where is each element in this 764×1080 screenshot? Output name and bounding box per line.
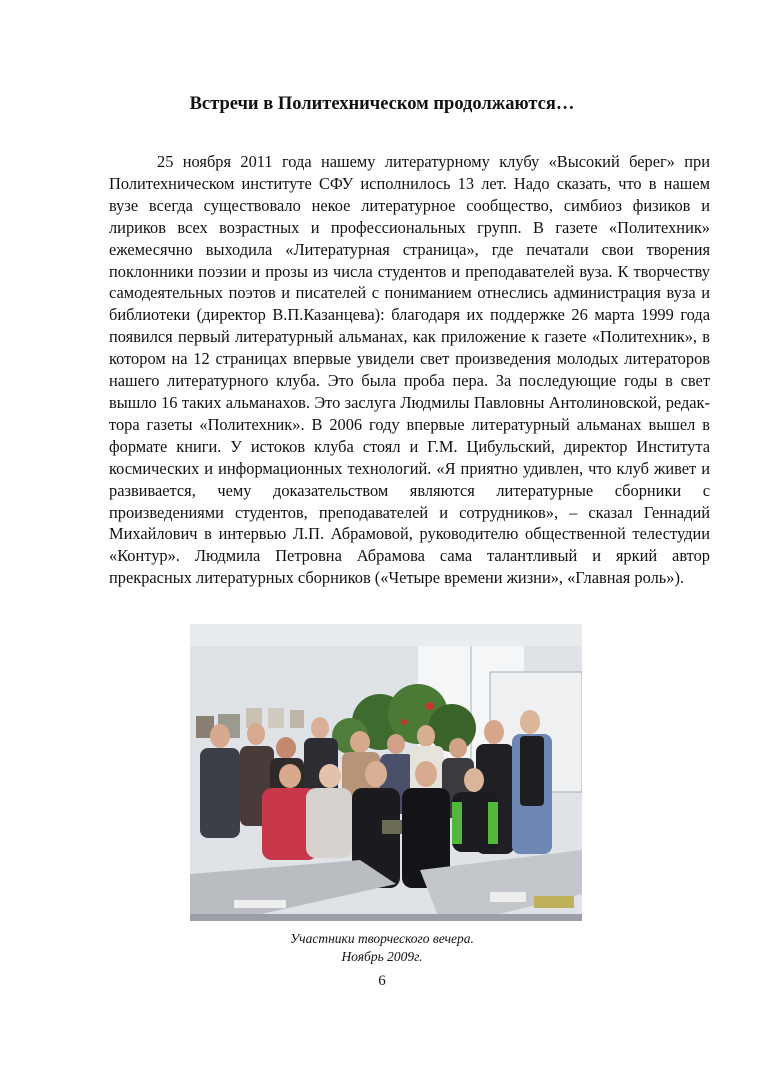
caption-line-2: Ноябрь 2009г. <box>341 948 423 964</box>
photo-caption <box>0 930 764 965</box>
article-title: Встречи в Политехническом продолжаются… <box>189 94 575 114</box>
page-number: 6 <box>378 973 386 989</box>
group-photo <box>190 624 582 921</box>
caption-line-1: Участники творческого вечера. <box>290 931 474 946</box>
article-body-paragraph: 25 ноября 2011 года нашему литературному клубу «Высокий берег» при Политехническом институте СФУ исполнилось 13 лет. Надо сказать, что в нашем вузе всегда существовало некое литературное сообщество, симбиоз физиков и лириков всех возрастных и профессиональных групп. В газете «Политехник» ежемесячно выходила «Литературная страница», где печатали свои творения поклонники поэзии и прозы из числа студентов и преподавателей вуза. К творчеству самодеятельных поэтов и писателей с пониманием отнеслись администрация вуза и библиотеки (директор В.П.Казанцева): благодаря их поддержке 26 марта 1999 года появился первый литературный альманах, как приложение к газете «Политехник», в котором на 12 страницах впервые увидели свет произведения молодых литераторов нашего литературного клуба. Это была проба пера. За последующие годы в свет вышло 16 таких альманахов. Это заслуга Людмилы Павловны Антолиновской, редактора газеты «Политехник». В 2006 году впервые литературный альманах вышел в формате книги. У истоков клуба стоял и Г.М. Цибульский, директор Института космических и информационных технологий. «Я приятно удивлен, что клуб живет и развивается, чему доказательством являются литературные сборники с произведениями студентов, преподавателей и сотрудников», – сказал Геннадий Михайлович в интервью Л.П. Абрамовой, руководителю общественной телестудии «Контур». Людмила Петровна Абрамова сама талантливый и яркий автор прекрасных литературных сборников («Четыре времени жизни», «Главная роль»). <box>109 152 710 588</box>
